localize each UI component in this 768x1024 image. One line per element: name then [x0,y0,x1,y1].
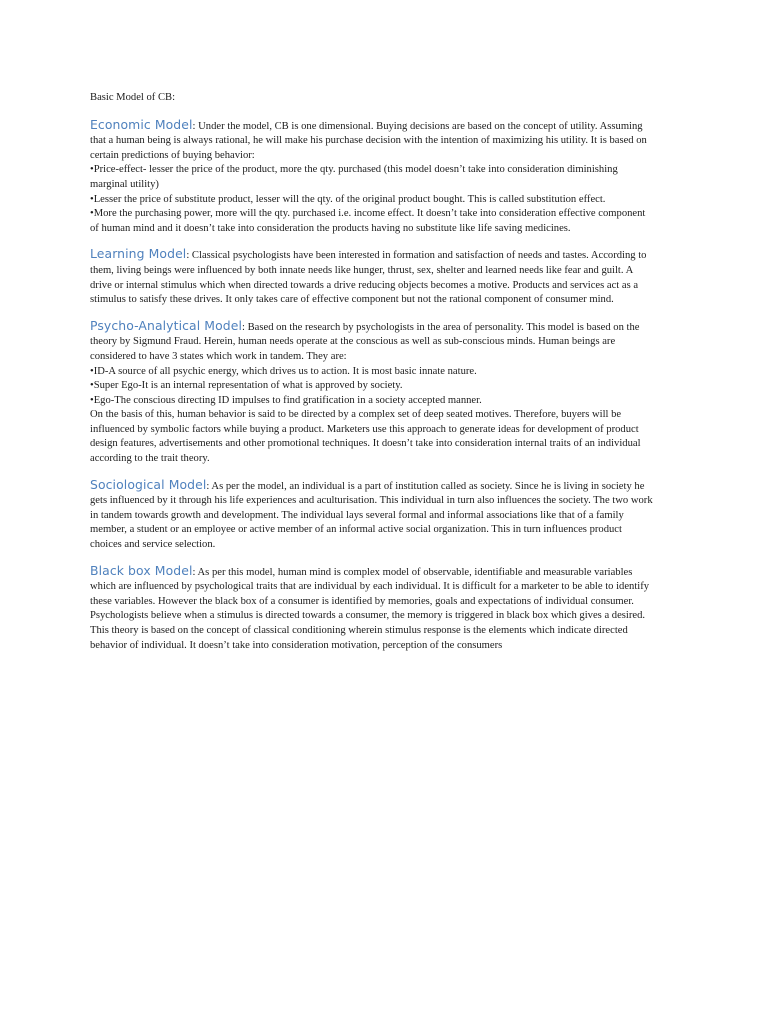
section-heading: Sociological Model [90,476,207,492]
section-heading: Black box Model [90,562,193,578]
bullet-item: •More the purchasing power, more will the qty. purchased i.e. income effect. It doesn’t take into consideration effective component of human mind and it doesn’t take into consideration the products having no substitute like life saving medicines. [90,208,646,234]
document-page [90,91,656,664]
section-sociological-model [90,478,656,553]
bullet-item: •ID-A source of all psychic energy, which drives us to action. It is most basic innate nature. [90,365,477,377]
section-text: : Under the model, CB is one dimensional. Buying decisions are based on the concept of utility. Assuming that a human being is always rational, he will make his purchase decision with the intention of maximizing his utility. It is based on certain predictions of buying behavior: [90,120,647,161]
section-paragraph [90,247,656,307]
section-heading: Economic Model [90,116,193,132]
bullet-item: •Ego-The conscious directing ID impulses to find gratification in a society accepted manner. [90,394,482,406]
section-economic-model [90,118,656,237]
bullet-item: •Price-effect- lesser the price of the product, more the qty. purchased (this model doesn’t take into consideration diminishing marginal utility) [90,164,618,190]
section-paragraph [90,564,656,654]
section-extra-paragraph: On the basis of this, human behavior is said to be directed by a complex set of deep seated motives. Therefore, buyers will be influenced by symbolic factors while buying a product. Marketers use this approach to generate ideas for development of product design features, advertisements and other promotional techniques. It doesn’t take into consideration internal traits of an individual according to the trait theory. [90,409,641,465]
section-text: : Classical psychologists have been interested in formation and satisfaction of needs and tastes. According to them, living beings were influenced by both innate needs like hunger, thrust, sex, shelter and learned needs like fear and guilt. A drive or internal stimulus which when directed towards a drive reducing objects becomes a motive. Products and services act as a stimulus to satisfy these drives. It only takes care of effective component but not the rational component of consumer mind. [90,250,647,306]
section-paragraph [90,118,656,164]
bullet-item: •Super Ego-It is an internal representation of what is approved by society. [90,380,403,392]
section-heading: Psycho-Analytical Model [90,317,243,333]
bullet-item: •Lesser the price of substitute product, lesser will the qty. of the original product bought. This is called substitution effect. [90,193,606,205]
section-paragraph [90,319,656,365]
document-title: Basic Model of CB: [90,92,176,103]
section-heading: Learning Model [90,246,187,262]
section-text: : As per the model, an individual is a part of institution called as society. Since he is living in society he gets influenced by it through his life experiences and aculturisation. This individual in turn also influences the society. The two work in tandem towards growth and development. The individual lays several formal and informal associations like that of a family member, a student or an employee or active member of an informal active social organization. This in turn influences product choices and service selection. [90,480,653,551]
section-learning-model [90,247,656,307]
section-text: : As per this model, human mind is complex model of observable, identifiable and measurable variables which are influenced by psychological traits that are individual by each individual. It is difficult for a marketer to be able to identify these variables. However the black box of a consumer is identified by memories, goals and expectations of individual consumer. Psychologists believe when a stimulus is directed towards a consumer, the memory is triggered in black box which gives a desired. This theory is based on the concept of classical conditioning wherein stimulus response is the elements which indicate directed behavior of individual. It doesn’t take into consideration motivation, perception of the consumers [90,566,650,651]
section-text: : Based on the research by psychologists in the area of personality. This model is based on the theory by Sigmund Fraud. Herein, human needs operate at the conscious as well as sub-conscious minds. Human beings are considered to have 3 states which work in tandem. They are: [90,321,640,362]
section-black-box-model [90,564,656,654]
section-paragraph [90,478,656,553]
section-psycho-analytical-model [90,319,656,467]
